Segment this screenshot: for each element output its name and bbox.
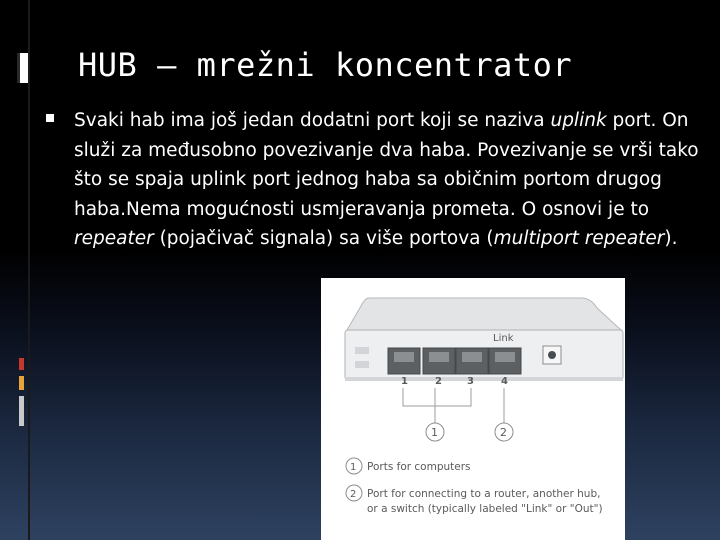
port-number-2: 2: [435, 376, 442, 387]
bullet-item: [46, 106, 714, 254]
title-marker-shadow: [17, 53, 20, 83]
text-run-italic: uplink: [550, 110, 607, 131]
text-run: Svaki hab ima još jedan dodatni port koji se naziva: [74, 110, 551, 131]
legend-2-text-cont: or a switch (typically labeled "Link" or "Out"): [367, 503, 603, 515]
ports-bracket: [403, 388, 471, 406]
hub-base: [345, 377, 623, 381]
legend-1-number: 1: [350, 462, 357, 473]
left-rule: [28, 0, 30, 540]
port-3: [456, 348, 488, 374]
accent-bar-gray: [19, 396, 24, 426]
legend-2-text: Port for connecting to a router, another hub,: [367, 488, 601, 500]
slide-title: HUB – mrežni koncentrator: [78, 46, 573, 84]
accent-bar-red: [19, 358, 24, 370]
text-run: ).: [664, 228, 678, 249]
accent-bar-orange: [19, 376, 24, 390]
port-1: [388, 348, 420, 374]
port-number-1: 1: [401, 376, 408, 387]
bullet-text: [74, 106, 714, 254]
port-number-4: 4: [501, 376, 508, 387]
text-run-italic: repeater: [74, 228, 154, 249]
link-label: Link: [493, 333, 514, 344]
text-run: (pojačivač signala) sa više portova (: [153, 228, 494, 249]
callout-1-number: 1: [431, 426, 438, 439]
square-bullet-icon: [46, 114, 54, 122]
power-jack-hole: [548, 351, 556, 359]
hub-diagram: [321, 278, 625, 540]
hub-illustration: [321, 278, 625, 540]
hub-top-face: [347, 298, 621, 330]
legend-2-number: 2: [350, 489, 357, 500]
port-2: [423, 348, 455, 374]
legend-1-text: Ports for computers: [367, 461, 471, 473]
text-run-italic: multiport repeater: [493, 228, 665, 249]
port-number-3: 3: [467, 376, 474, 387]
led-indicator: [355, 361, 369, 368]
callout-2-number: 2: [500, 426, 507, 439]
port-4-uplink: [489, 348, 521, 374]
text-run: port. On služi za međusobno povezivanje dva haba. Povezivanje se vrši tako što se spaja uplink port jednog haba sa običnim portom drugog haba.Nema mogućnosti usmjeravanja prometa. O osnovi je to: [74, 110, 699, 220]
led-indicator: [355, 347, 369, 354]
